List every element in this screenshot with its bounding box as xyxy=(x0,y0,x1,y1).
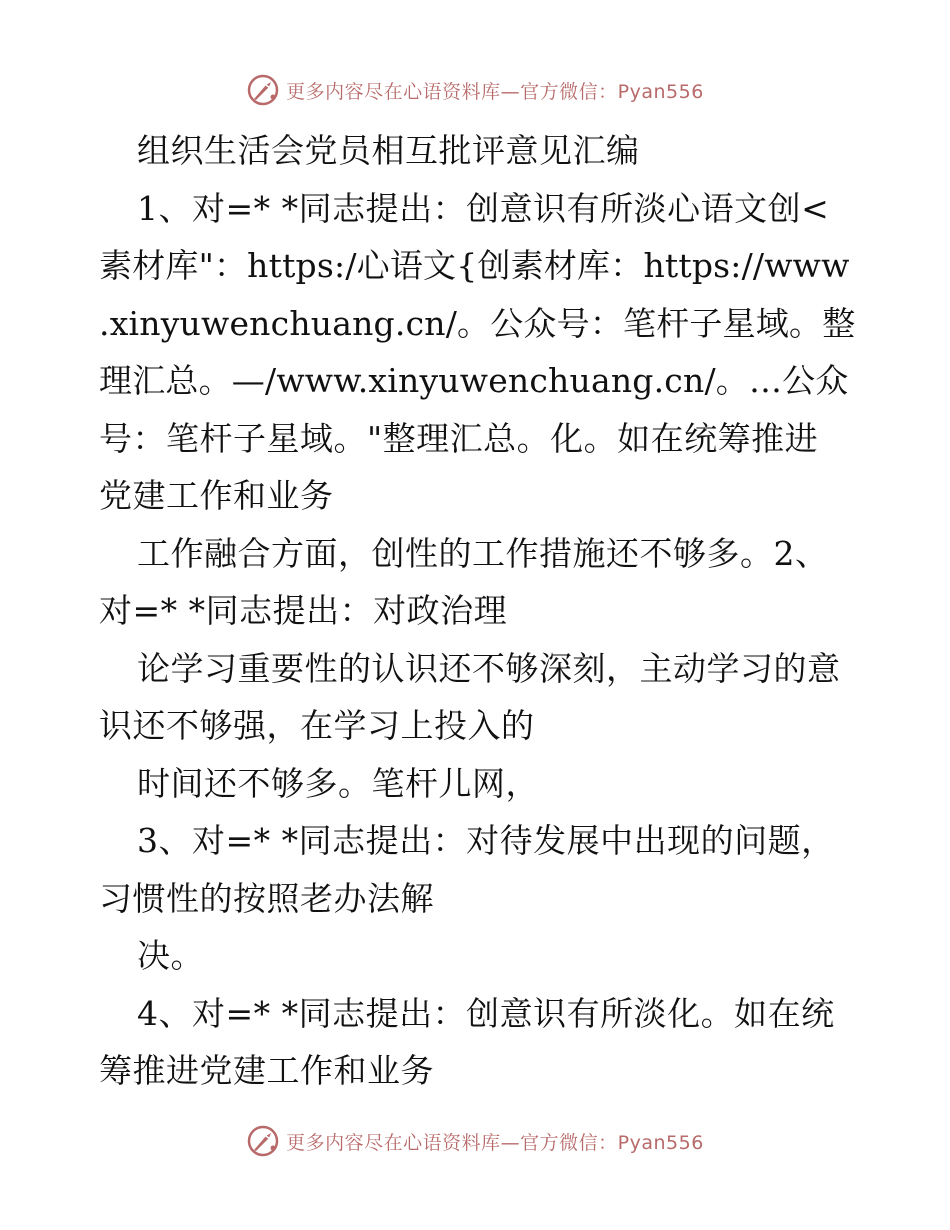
text-line: 习惯性的按照老办法解 xyxy=(99,878,434,918)
header-banner-text: 更多内容尽在心语资料库—官方微信：Pyan556 xyxy=(286,80,704,103)
document-body xyxy=(99,122,859,1100)
text-line: 工作融合方面，创性的工作措施还不够多。2、 xyxy=(137,533,829,573)
header-banner-handle: Pyan556 xyxy=(617,80,704,103)
footer-banner xyxy=(0,1121,950,1161)
text-line: .xinyuwenchuang.cn/。公众号：笔杆子星域。整 xyxy=(99,303,856,343)
text-line: 论学习重要性的认识还不够深刻，主动学习的意 xyxy=(137,648,841,688)
text-line: 3、对=* *同志提出：对待发展中出现的问题， xyxy=(137,821,835,860)
text-line: 筹推进党建工作和业务 xyxy=(99,1051,434,1090)
footer-banner-text: 更多内容尽在心语资料库—官方微信：Pyan556 xyxy=(286,1131,704,1154)
text-line: 党建工作和业务 xyxy=(99,476,334,515)
text-line: 4、对=* *同志提出：创意识有所淡化。如在统 xyxy=(137,993,835,1033)
text-line: 号：笔杆子星域。"整理汇总。化。如在统筹推进 xyxy=(99,418,819,458)
pen-nib-logo-icon xyxy=(246,73,280,107)
text-line: 1、对=* *同志提出：创意识有所淡心语文创< xyxy=(137,188,830,228)
header-banner xyxy=(0,70,950,110)
footer-banner-handle: Pyan556 xyxy=(617,1131,704,1154)
text-line: 素材库"：https:/心语文{创素材库：https://www xyxy=(99,246,850,285)
text-line: 理汇总。—/www.xinyuwenchuang.cn/。…公众 xyxy=(99,361,849,400)
text-line: 对=* *同志提出：对政治理 xyxy=(99,591,508,630)
text-line: 决。 xyxy=(137,936,204,975)
pen-nib-logo-icon xyxy=(246,1124,280,1158)
text-line: 时间还不够多。笔杆儿网， xyxy=(137,763,539,803)
text-line: 识还不够强，在学习上投入的 xyxy=(99,706,535,745)
document-title: 组织生活会党员相互批评意见汇编 xyxy=(137,131,640,170)
